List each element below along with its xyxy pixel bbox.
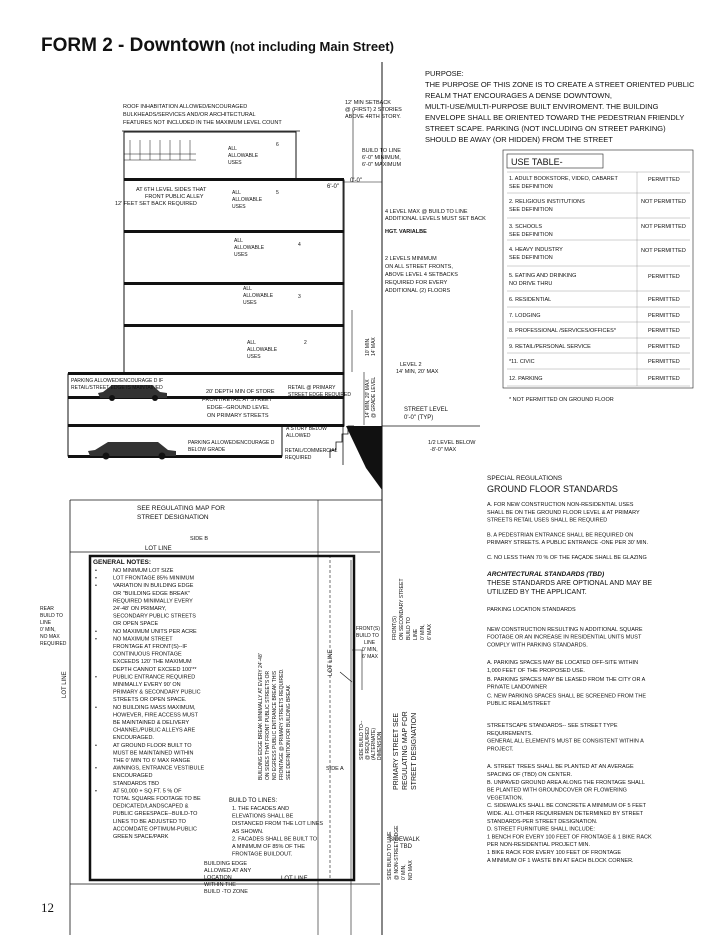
bullet-icon: •	[95, 575, 97, 582]
vertical-dimension: 14' MIN, 20' MAX	[365, 379, 371, 418]
setback-note: 12' MIN SETBACK	[345, 100, 391, 106]
level-setback-note: 4 LEVEL MAX @ BUILD TO LINE	[385, 209, 468, 215]
use-row-label: 7. LODGING	[509, 313, 541, 319]
edge-break-line: SEE DEFINITION FOR BUILDING BREAK	[286, 684, 292, 780]
architectural-line: UTILIZED BY THE APPLICANT.	[487, 588, 587, 596]
streetscape-item-line: A MINIMUM OF 1 WASTE BIN AT EACH BLOCK CORNER.	[487, 857, 634, 864]
use-row-status: PERMITTED	[648, 359, 680, 365]
general-note-line: AT GROUND FLOOR BUILT TO	[113, 742, 192, 749]
roof-note: ROOF INHABITATION ALLOWED/ENCOURAGED	[123, 104, 248, 110]
building-edge-note: LOCATION	[204, 875, 232, 881]
sidewalk-label: TBD	[400, 844, 412, 850]
retail-commercial-note: RETAIL/COMMERCIAL	[285, 448, 338, 454]
build-to-line-text: 1. THE FACADES AND	[232, 806, 290, 812]
general-note-line: OR "BUILDING EDGE BREAK"	[113, 590, 190, 597]
use-row-status: NOT PERMITTED	[641, 248, 686, 254]
use-row-label: 2. RELIGIOUS INSTITUTIONS	[509, 199, 585, 205]
floor-number: 6	[276, 142, 279, 148]
lot-line-label: LOT LINE	[328, 649, 334, 676]
general-note-line: THE 0' MIN TO 6' MAX RANGE	[113, 758, 191, 764]
use-row-status: NOT PERMITTED	[641, 224, 686, 230]
floor-use: ALL	[243, 286, 252, 292]
bullet-icon: •	[95, 583, 97, 590]
parking-item-line: C. NEW PARKING SPACES SHALL BE SCREENED FROM THE	[487, 693, 647, 700]
front-secondary-line: 6' MAX	[427, 624, 433, 640]
front-secondary-note	[392, 579, 433, 641]
half-level-note: -8'-0" MAX	[430, 447, 457, 453]
purpose-line: MULTI-USE/MULTI-PURPOSE BUILT ENVIROMENT. THE BUILDING	[425, 102, 659, 111]
use-row-label: 4. HEAVY INDUSTRY	[509, 247, 563, 253]
streetscape-item-line: PER NON-RESIDENTIAL PROJECT MIN.	[487, 842, 590, 849]
grade-hatch	[346, 426, 382, 490]
streetscape-item-line: WIDE. ALL OTHER REQUIREMEN DETERMINED BY STREET	[487, 811, 644, 817]
general-note-line: EXCEEDS 120' THE MAXIMUM	[113, 659, 192, 666]
levels-min-note: REQUIRED FOR EVERY	[385, 280, 448, 286]
setback-note: @ (FIRST) 2 STORIES	[345, 107, 402, 113]
general-note-line: LINES TO BE ADJUSTED TO	[113, 818, 186, 825]
streetscape-item-line: VEGETATION.	[487, 795, 524, 802]
story-below-note: A STORY BELOW	[286, 426, 327, 432]
front-secondary-line: BUILD TO	[406, 617, 412, 640]
front-build-to-note: BUILD TO	[356, 633, 379, 639]
general-note-line: DEPTH CANNOT EXCEED 100'**	[113, 666, 197, 673]
side-alley-note: AT 6TH LEVEL SIDES THAT	[136, 187, 207, 193]
general-note-line: NO MINIMUM LOT SIZE	[113, 568, 174, 574]
bullet-icon: •	[95, 674, 97, 681]
use-row-label: NO DRIVE THRU	[509, 281, 553, 287]
primary-street-note	[393, 711, 418, 790]
building-edge-note: WITHIN THE	[204, 882, 236, 888]
vertical-dimension: 10' MIN.	[365, 337, 371, 356]
build-to-line-text: DISTANCED FROM THE LOT LINES	[232, 821, 324, 828]
general-note-line: SECONDARY PUBLIC STREETS	[113, 613, 196, 620]
general-note-line: PUBLIC ENTRANCE REQUIRED	[113, 674, 196, 681]
general-note-line: TOTAL SQUARE FOOTAGE TO BE	[113, 796, 201, 802]
side-bottom-line: NO MAX	[408, 860, 414, 880]
use-row-label: 9. RETAIL/PERSONAL SERVICE	[509, 344, 591, 350]
use-row-status: PERMITTED	[648, 328, 680, 334]
level-2-label: LEVEL 2	[400, 362, 422, 368]
use-row-label: SEE DEFINITION	[509, 184, 553, 190]
use-row-label: 3. SCHOOLS	[509, 224, 543, 230]
roof-note: BULKHEADS/SERVICES AND/OR ARCHITECTURAL	[123, 112, 256, 118]
general-note-line: LOT FRONTAGE 85% MINIMUM	[113, 575, 195, 582]
general-note-line: PRIMARY & SECONDARY PUBLIC	[113, 689, 201, 696]
general-note-line: BE MAINTAINED & DELIVERY	[113, 720, 190, 726]
edge-break-note	[258, 653, 292, 780]
floor-number: 2	[304, 340, 307, 346]
special-regulations	[486, 475, 652, 864]
title-main: FORM 2 - Downtown	[41, 35, 226, 56]
building-edge-note: ALLOWED AT ANY	[204, 868, 252, 874]
streetscape-intro-line: GENERAL ALL ELEMENTS MUST BE CONSISTENT WITHIN A	[487, 738, 644, 745]
vertical-dimension: 14' MAX	[371, 337, 377, 356]
streetscape-item-line: BE PLANTED WITH GROUNDCOVER OR FLOWERING	[487, 787, 627, 794]
general-note-line: DEDICATED/LANDSCAPED &	[113, 803, 189, 810]
floor-use: ALLOWABLE	[234, 245, 265, 251]
use-row-status: PERMITTED	[648, 177, 680, 183]
use-row-status: PERMITTED	[648, 376, 680, 382]
parking-note: PARKING ALLOWED/ENCOURAGE D IF	[71, 378, 164, 384]
special-regulations-heading: SPECIAL REGULATIONS	[487, 475, 563, 482]
purpose-line: STREET SCAPE. PARKING (NOT INCLUDING ON STREET PARKING)	[425, 124, 666, 133]
street-level-label: 0'-0" (TYP)	[404, 415, 434, 421]
level-2-label: 14' MIN, 20' MAX	[396, 369, 439, 375]
page-number: 12	[41, 900, 54, 915]
sidewalk-label: SIDEWALK	[389, 837, 420, 843]
regulating-map-note: SEE REGULATING MAP FOR	[137, 505, 225, 512]
purpose-line: THE PURPOSE OF THIS ZONE IS TO CREATE A STREET ORIENTED PUBLIC	[425, 80, 695, 89]
side-build-to-line: SIDE BUILD TO--	[359, 720, 365, 760]
purpose-line: SHOULD BE AWAY (OR HIDDEN) FROM THE STREET	[425, 135, 613, 144]
general-note-line: STREETS OR OPEN SPACE.	[113, 697, 187, 704]
general-note-line: HOWEVER, FIRE ACCESS MUST	[113, 712, 198, 719]
general-note-line: NO MAXIMUM STREET	[113, 636, 173, 643]
story-below-note: ALLOWED	[286, 433, 311, 439]
ground-floor-line: B. A PEDESTRIAN ENTRANCE SHALL BE REQUIRED ON	[487, 532, 634, 539]
purpose-heading: PURPOSE:	[425, 69, 464, 78]
use-row-label: SEE DEFINITION	[509, 255, 553, 261]
general-note-line: MUST BE MAINTAINED WITHIN	[113, 750, 194, 757]
build-to-note: BUILD TO LINE	[362, 148, 401, 154]
level-setback-note: ADDITIONAL LEVELS MUST SET BACK	[385, 216, 486, 222]
floor-3	[124, 284, 344, 326]
floor-use: ALL	[247, 340, 256, 346]
use-row-status: PERMITTED	[648, 344, 680, 350]
edge-break-line: BUILDING EDGE BREAK MINIMALLY AT EVERY 24'-48'	[258, 653, 264, 780]
floor-slabs	[68, 178, 344, 458]
edge-break-line: ON SIDES THAT FRONT PUBLIC STREETS OR	[265, 670, 271, 780]
lot-line-label: LOT LINE	[145, 546, 172, 552]
use-row-status: PERMITTED	[648, 297, 680, 303]
use-row-label: 5. EATING AND DRINKING	[509, 273, 577, 279]
ground-floor-line: C. NO LESS THAN 70 % OF THE FAÇADE SHALL BE GLAZING	[487, 555, 647, 561]
ground-floor-line: PRIMARY STREETS. A PUBLIC ENTRANCE -ONE PER 30' MIN.	[487, 540, 648, 547]
use-row-label: 6. RESIDENTIAL	[509, 297, 552, 303]
depth-note: EDGE--GROUND LEVEL	[207, 405, 270, 411]
parking-intro-line: COMPLY WITH PARKING STANDARDS.	[487, 642, 588, 649]
streetscape-item-line: A. STREET TREES SHALL BE PLANTED AT AN AVERAGE	[487, 764, 634, 771]
front-build-to-note: FRONT(S)	[356, 626, 380, 632]
bullet-icon: •	[95, 568, 97, 574]
general-note-line: GREEN SPACE/PARK	[113, 834, 169, 840]
general-notes-heading: GENERAL NOTES:	[93, 559, 152, 566]
side-build-to-line: DIMENSION	[377, 731, 383, 760]
parking-below-note: PARKING ALLOWED/ENCOURAGE D	[188, 440, 275, 446]
streetscape-item-line: 1 BIKE RACK FOR EVERY 100 FEET OF FRONTAGE	[487, 850, 622, 856]
roof-note: FEATURES NOT INCLUDED IN THE MAXIMUM LEVEL COUNT	[123, 120, 282, 126]
bullet-icon: •	[95, 742, 97, 749]
side-build-to-line: (ALTERNATE)	[371, 727, 377, 760]
primary-street-line: REGULATING MAP FOR	[402, 711, 409, 790]
front-build-to-note: 6' MAX	[362, 654, 378, 660]
retail-commercial-note: REQUIRED	[285, 455, 312, 461]
levels-min-note: ADDITIONAL (2) FLOORS	[385, 288, 451, 294]
dimension-label: 6'-0"	[327, 184, 339, 190]
general-note-line: ACCOMDATE OPTIMUM-PUBLIC	[113, 826, 197, 833]
architectural-line: THESE STANDARDS ARE OPTIONAL AND MAY BE	[487, 579, 653, 587]
rear-build-to-note: BUILD TO	[40, 613, 63, 619]
use-row-label: SEE DEFINITION	[509, 207, 553, 213]
build-to-line-text: FRONTAGE BUILDOUT.	[232, 851, 293, 858]
parking-item-line: B. PARKING SPACES MAY BE LEASED FROM THE CITY OR A	[487, 676, 646, 683]
parking-item-line: A. PARKING SPACES MAY BE LOCATED OFF-SITE WITHIN	[487, 660, 639, 667]
streetscape-item-line: SPACING OF (TBD) ON CENTER.	[487, 772, 573, 778]
parking-intro-line: NEW CONSTRUCTION RESULTING N ADDITIONAL SQUARE	[487, 626, 643, 633]
floor-number: 4	[298, 242, 301, 248]
page-title	[41, 35, 394, 56]
build-to-line-text: A MINIMUM OF 85% OF THE	[232, 844, 305, 850]
floor-use: ALLOWABLE	[228, 153, 259, 159]
side-alley-note: FRONT PUBLIC ALLEY	[145, 194, 204, 200]
floor-use: USES	[234, 252, 248, 258]
parking-intro-line: FOOTAGE OR AN INCREASE IN RESIDENTIAL UNITS MUST	[487, 634, 642, 641]
floor-2	[124, 326, 344, 374]
parking-item-line: PRIVATE LANDOWNER	[487, 684, 547, 691]
bullet-icon: •	[95, 704, 97, 711]
ground-floor-line: A. FOR NEW CONSTRUCTION NON-RESIDENTIAL USES	[487, 502, 634, 508]
floor-use: ALLOWABLE	[232, 197, 263, 203]
floor-use: USES	[232, 204, 246, 210]
floor-use: USES	[228, 160, 242, 166]
build-to-line-text: AS SHOWN.	[232, 828, 264, 835]
side-b-label: SIDE B	[190, 536, 209, 542]
parking-heading: PARKING LOCATION STANDARDS	[487, 606, 576, 613]
building-edge-note: BUILD -TO ZONE	[204, 889, 248, 895]
lot-line-label: LOT LINE	[281, 876, 308, 882]
streetscape-item-line: 1 BENCH FOR EVERY 100 FEET OF FRONTAGE & 1 BIKE RACK	[487, 834, 652, 841]
purpose-block	[425, 69, 695, 144]
front-secondary-line: LINE	[413, 628, 419, 640]
rear-build-to-note: NO MAX	[40, 634, 60, 640]
side-bottom-line: 0' MIN,	[401, 864, 407, 880]
bullet-icon: •	[95, 628, 97, 635]
primary-street-line: PRIMARY STREET SEE	[393, 712, 400, 790]
streetscape-intro-line: PROJECT.	[487, 746, 514, 753]
general-note-line: MINIMALLY EVERY 90' ON	[113, 682, 181, 688]
levels-min-note: ON ALL STREET FRONTS,	[385, 264, 453, 270]
parking-item-line: 1,000 FEET OF THE PROPOSED USE.	[487, 668, 585, 674]
use-table-heading: USE TABLE-	[511, 157, 563, 167]
use-row-label: 8. PROFESSIONAL /SERVICES/OFFICES*	[509, 328, 616, 334]
parking-item-line: PUBLIC REALM/STREET	[487, 701, 551, 708]
build-to-line-text: ELEVATIONS SHALL BE	[232, 813, 294, 820]
general-note-line: OR OPEN SPACE	[113, 621, 159, 628]
side-build-to-note	[359, 720, 383, 760]
regulating-map-note: STREET DESIGNATION	[137, 514, 209, 521]
use-row-label: SEE DEFINITION	[509, 232, 553, 238]
dimension-label: 0'-0"	[350, 178, 362, 184]
general-note-line: 24'-48' ON PRIMARY,	[113, 606, 167, 612]
parking-note: RETAIL/STREET EDGE IS MAINTAINED	[71, 385, 163, 391]
side-build-to-bottom-note	[387, 825, 414, 880]
depth-note: FRONT/RETAIL AT STREET	[202, 397, 273, 403]
retail-primary-note: STREET EDGE REQUIRED	[288, 392, 351, 398]
general-note-line: STANDARDS TBD	[113, 780, 159, 787]
edge-break-line: NO EGRESS PUBLIC ENTRANCE BREAK THIS	[272, 670, 278, 780]
building-edge-note: BUILDING EDGE	[204, 861, 248, 867]
streetscape-heading: STREETSCAPE STANDARDS-- SEE STREET TYPE	[487, 723, 618, 729]
primary-street-line: STREET DESIGNATION	[411, 712, 418, 790]
side-alley-note: 12' FEET SET BACK REQUIRED	[115, 201, 197, 207]
floor-use: ALLOWABLE	[243, 293, 274, 299]
ground-floor-line: SHALL BE ON THE GROUND FLOOR LEVEL & AT PRIMARY	[487, 509, 640, 516]
floor-number: 3	[298, 294, 301, 300]
ground-floor-heading: GROUND FLOOR STANDARDS	[487, 484, 618, 494]
floor-number: 5	[276, 190, 279, 196]
purpose-line: REALM THAT ENCOURAGES A DENSE DOWNTOWN,	[425, 91, 612, 100]
streetscape-heading: REQUIREMENTS.	[487, 730, 533, 737]
build-to-line-text: 2. FACADES SHALL BE BUILT TO	[232, 836, 317, 843]
general-note-line: AT 50,000 + SQ.FT. 5 % OF	[113, 788, 182, 795]
architectural-heading: ARCHITECTURAL STANDARDS (TBD)	[487, 570, 605, 578]
use-row-label: 12. PARKING	[509, 376, 543, 382]
streetscape-item-line: B. UNPAVED GROUND AREA ALONG THE FRONTAGE SHALL	[487, 779, 645, 786]
entrance-arrow	[340, 672, 352, 682]
lot-line-label: LOT LINE	[62, 671, 68, 698]
half-level-note: 1/2 LEVEL BELOW	[428, 440, 476, 446]
edge-break-line: FRONTAGE @ PRIMARY STREETS REQUIRED.	[279, 668, 285, 780]
use-row-label: *11. CIVIC	[509, 359, 535, 365]
general-note-line: ENCOURAGED	[113, 773, 153, 780]
build-to-note: 6'-0" MINIMUM,	[362, 155, 401, 161]
site-plan-labels	[40, 505, 433, 895]
floor-use: ALL	[228, 146, 237, 152]
use-table	[503, 150, 693, 403]
levels-min-note: 2 LEVELS MINIMUM	[385, 256, 437, 262]
side-build-to-line: @ REQUIRED	[365, 727, 371, 760]
roof-railing	[124, 140, 196, 160]
parking-below-note: BELOW GRADE	[188, 447, 226, 453]
front-secondary-line: 0' MIN,	[420, 624, 426, 640]
general-note-line: NO MAXIMUM UNITS PER ACRE	[113, 628, 197, 635]
vertical-dimension: @ GRADE LEVEL	[371, 376, 377, 418]
general-note-line: NO BUILDING MASS MAXIMUM,	[113, 704, 196, 711]
floor-use: ALLOWABLE	[247, 347, 278, 353]
depth-note: 20' DEPTH MIN OF STORE	[206, 389, 275, 395]
rear-build-to-note: LINE	[40, 620, 52, 626]
general-note-line: PUBLIC GREESPACE--BUILD-TO	[113, 811, 198, 818]
build-to-note: 6'-0" MAXIMUM	[362, 162, 402, 168]
bullet-icon: •	[95, 765, 97, 772]
retail-primary-note: RETAIL @ PRIMARY	[288, 385, 336, 391]
levels-min-note: ABOVE LEVEL 4 SETBACKS	[385, 272, 458, 278]
front-secondary-line: ON SECONDARY STREET	[399, 578, 405, 640]
floor-use: ALL	[232, 190, 241, 196]
depth-note: ON PRIMARY STREETS	[207, 413, 269, 419]
ground-floor-line: STREETS RETAIL USES SHALL BE REQUIRED	[487, 517, 608, 524]
floor-use: USES	[243, 300, 257, 306]
general-note-line: AWNINGS, ENTRANCE VESTIBULE	[113, 765, 205, 772]
general-note-line: REQUIRED MINIMALLY EVERY	[113, 598, 193, 605]
front-build-to-note: 0' MIN,	[362, 647, 378, 653]
rear-build-to-note: REQUIRED	[40, 641, 67, 647]
height-note: HGT. VARIALBE	[385, 229, 427, 235]
rear-build-to-note: 0' MIN,	[40, 627, 56, 633]
setback-note: ABOVE 4RTH STORY.	[345, 114, 401, 120]
streetscape-item-line: D. STREET FURNITURE SHALL INCLUDE:	[487, 826, 595, 833]
general-note-line: ENCOURAGED.	[113, 735, 154, 742]
bullet-icon: •	[95, 636, 97, 643]
general-note-line: CONTINUOUS FRONTAGE	[113, 651, 182, 658]
general-note-line: FRONTAGE AT FRONT(S)--IF	[113, 644, 188, 650]
floor-use: ALL	[234, 238, 243, 244]
side-a-label: SIDE A	[326, 766, 344, 772]
general-note-line: CHANNEL/PUBLIC ALLEYS ARE	[113, 727, 196, 734]
front-build-to-note: LINE	[364, 640, 376, 646]
rear-build-to-note: REAR	[40, 606, 54, 612]
use-row-status: PERMITTED	[648, 274, 680, 280]
floor-use: USES	[247, 354, 261, 360]
build-to-lines-list	[232, 806, 323, 858]
use-row-label: 1. ADULT BOOKSTORE, VIDEO, CABARET	[509, 176, 618, 182]
side-bottom-line: SIDE BUILD TO LINE	[387, 831, 393, 880]
front-secondary-line: FRONT(S)	[392, 616, 398, 640]
streetscape-item-line: C. SIDEWALKS SHALL BE CONCRETE A MINIMUM OF 5 FEET	[487, 803, 647, 810]
bullet-icon: •	[95, 788, 97, 795]
title-sub: (not including Main Street)	[230, 39, 394, 54]
purpose-line: ENVELOPE SHALL BE ORIENTED TOWARD THE PEDESTRIAN FRIENDLY	[425, 113, 685, 122]
use-row-status: NOT PERMITTED	[641, 199, 686, 205]
build-to-lines-heading: BUILD TO LINES:	[229, 798, 278, 804]
streetscape-item-line: STANDARDS-PER STREET DESIGNATION.	[487, 818, 598, 825]
use-table-footnote: * NOT PERMITTED ON GROUND FLOOR	[509, 397, 614, 403]
use-row-status: PERMITTED	[648, 313, 680, 319]
general-notes-list	[95, 568, 205, 840]
side-bottom-line: @ NON-STREET EDGE	[394, 825, 400, 880]
general-note-line: VARIATION IN BUILDING EDGE	[113, 583, 194, 590]
street-level-label: STREET LEVEL	[404, 407, 448, 413]
